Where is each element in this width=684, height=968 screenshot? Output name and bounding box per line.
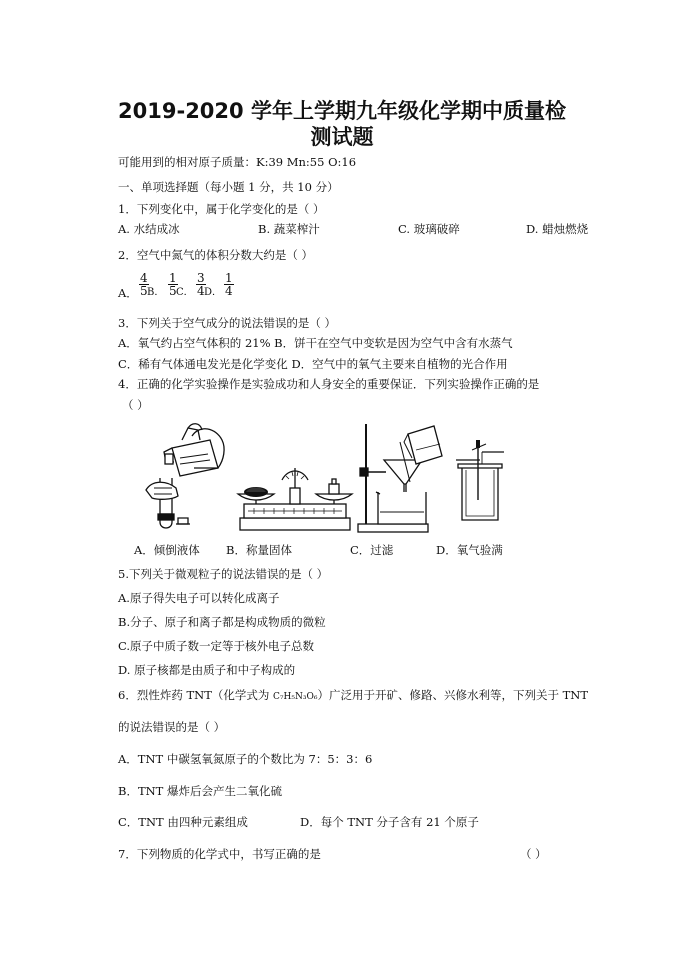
- question-6-option-d: D．每个 TNT 分子含有 21 个原子: [300, 815, 479, 829]
- exam-title-line1: 2019-2020 学年上学期九年级化学期中质量检: [118, 99, 566, 123]
- fraction-numerator: 3: [197, 271, 205, 285]
- question-4-option-b: B．称量固体: [226, 543, 292, 557]
- question-4-option-c: C．过滤: [350, 543, 394, 557]
- question-6-option-c: C．TNT 由四种元素组成: [118, 815, 248, 829]
- question-6-stem-line2: 的说法错误的是（ ）: [118, 720, 226, 734]
- question-5-stem: 5.下列关于微观粒子的说法错误的是（ ）: [118, 567, 329, 581]
- question-5-option-b: B.分子、原子和离子都是构成物质的微粒: [118, 615, 326, 629]
- question-6-stem-part1: 6．烈性炸药 TNT（化学式为: [118, 688, 274, 702]
- question-2-label-d: D．: [204, 287, 223, 298]
- question-4-paren: （ ）: [122, 398, 149, 412]
- question-1-option-b: B. 蔬菜榨汁: [258, 222, 320, 236]
- fraction-numerator: 1: [169, 271, 177, 285]
- question-2-label-a: A．: [118, 286, 138, 300]
- filtration-figure: [354, 420, 444, 536]
- question-6-option-b: B．TNT 爆炸后会产生二氧化硫: [118, 784, 283, 798]
- question-3-options-ab: A．氧气约占空气体积的 21% B．饼干在空气中变软是因为空气中含有水蒸气: [118, 336, 513, 350]
- question-4-stem: 4．正确的化学实验操作是实验成功和人身安全的重要保证．下列实验操作正确的是: [118, 377, 540, 391]
- question-2-fraction-d: [224, 272, 234, 297]
- question-3-options-cd: C．稀有气体通电发光是化学变化 D．空气中的氧气主要来自植物的光合作用: [118, 357, 508, 371]
- question-1-option-d: D. 蜡烛燃烧: [526, 222, 589, 236]
- pouring-liquid-figure: [132, 418, 232, 536]
- question-2-stem: 2．空气中氮气的体积分数大约是（ ）: [118, 248, 313, 262]
- atomic-mass-note: 可能用到的相对原子质量：K:39 Mn:55 O:16: [118, 155, 357, 169]
- fraction-denominator: 5: [140, 284, 148, 298]
- fraction-denominator: 5: [169, 284, 177, 298]
- question-5-option-c: C.原子中质子数一定等于核外电子总数: [118, 639, 315, 653]
- question-7-paren: （ ）: [520, 847, 547, 861]
- question-6-stem-part2: ）广泛用于开矿、修路、兴修水利等，下列关于 TNT: [317, 688, 589, 702]
- question-3-stem: 3．下列关于空气成分的说法错误的是（ ）: [118, 316, 336, 330]
- tnt-formula: C₇H₅N₃O₆: [273, 692, 318, 702]
- question-1-option-c: C. 玻璃破碎: [398, 222, 460, 236]
- question-7-stem: 7．下列物质的化学式中，书写正确的是: [118, 847, 321, 861]
- question-6-stem: [118, 688, 588, 704]
- fraction-denominator: 4: [197, 284, 205, 298]
- question-4-option-a: A．倾倒液体: [134, 543, 200, 557]
- oxygen-check-figure: [452, 440, 508, 536]
- question-2-label-b: B．: [147, 287, 165, 298]
- question-6-option-a: A．TNT 中碳氢氧氮原子的个数比为 7：5：3：6: [118, 752, 373, 766]
- question-2-label-c: C．: [176, 287, 194, 298]
- fraction-numerator: 4: [140, 271, 148, 285]
- fraction-denominator: 4: [225, 284, 233, 298]
- section-heading: 一、单项选择题（每小题 1 分，共 10 分）: [118, 180, 339, 194]
- balance-scale-figure: [234, 462, 356, 534]
- question-1-option-a: A. 水结成冰: [118, 222, 180, 236]
- question-5-option-a: A.原子得失电子可以转化成离子: [118, 591, 280, 605]
- question-5-option-d: D. 原子核都是由质子和中子构成的: [118, 663, 296, 677]
- question-4-option-d: D．氧气验满: [436, 543, 503, 557]
- question-1-stem: 1．下列变化中，属于化学变化的是（ ）: [118, 202, 325, 216]
- exam-title-line2: 测试题: [310, 125, 374, 149]
- fraction-numerator: 1: [225, 271, 233, 285]
